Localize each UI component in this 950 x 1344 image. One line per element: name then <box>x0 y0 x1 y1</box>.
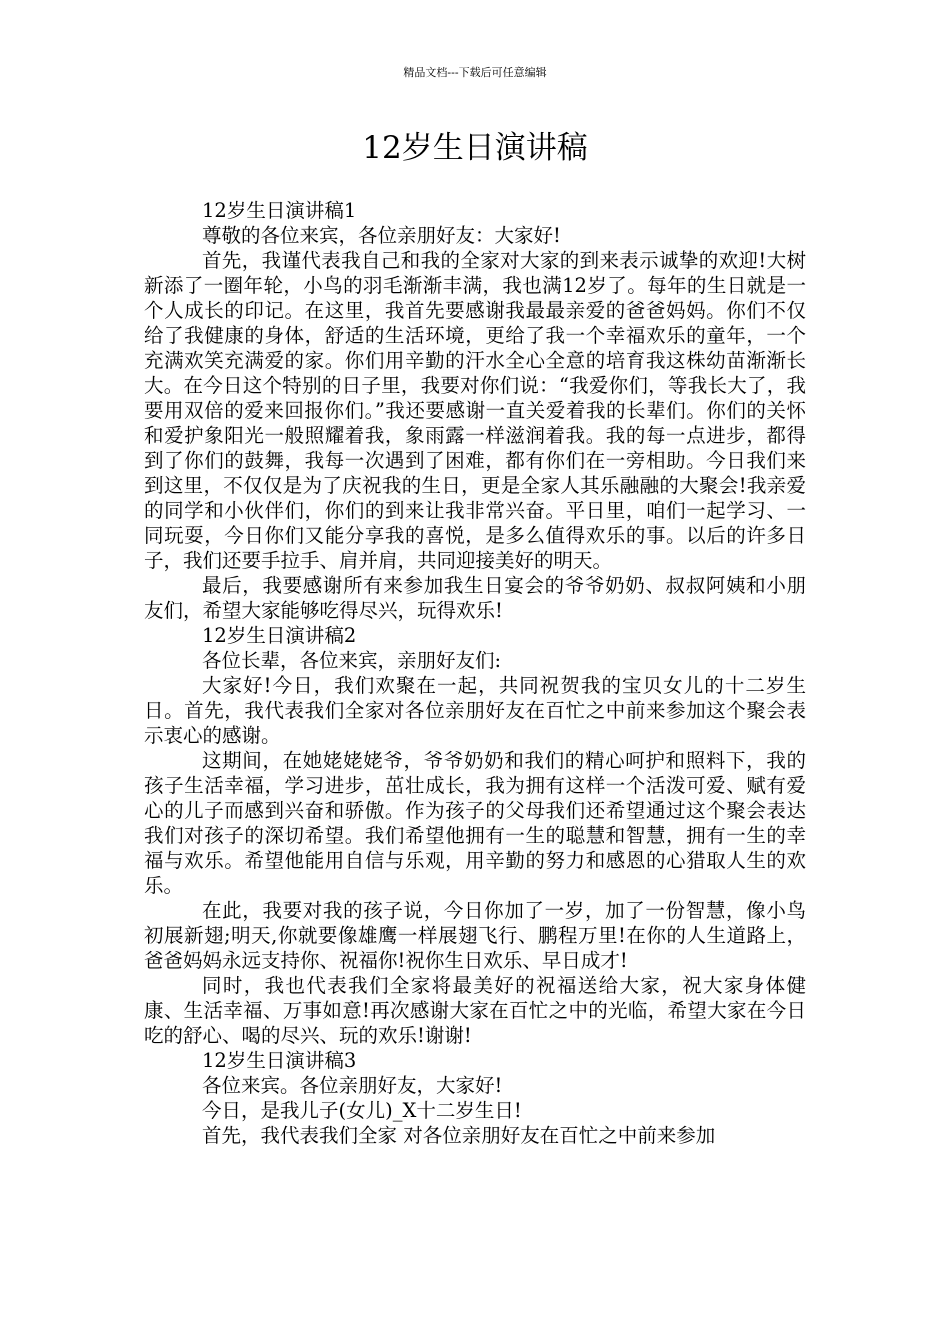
header-note: 精品文档---下载后可任意编辑 <box>403 66 547 79</box>
section-heading-2: 12岁生日演讲稿2 <box>202 624 357 647</box>
paragraph: 这期间，在她姥姥姥爷，爷爷奶奶和我们的精心呵护和照料下，我的孩子生活幸福，学习进步，茁壮成长，我为拥有这样一个活泼可爱、赋有爱心的儿子而感到兴奋和骄傲。作为孩子的父母我们还希望通过这个聚会表达我们对孩子的深切希望。我们希望他拥有一生的聪慧和智慧，拥有一生的幸福与欢乐。希望他能用自信与乐观，用辛勤的努力和感恩的心猎取人生的欢乐。 <box>144 749 806 897</box>
paragraph: 今日，是我儿子(女儿)_X十二岁生日! <box>202 1099 522 1122</box>
paragraph: 尊敬的各位来宾，各位亲朋好友：大家好! <box>202 224 561 247</box>
paragraph: 首先，我谨代表我自己和我的全家对大家的到来表示诚挚的欢迎!大树新添了一圈年轮，小鸟的羽毛渐渐丰满，我也满12岁了。每年的生日就是一个人成长的印记。在这里，我首先要感谢我最最亲爱的爸爸妈妈。你们不仅给了我健康的身体，舒适的生活环境，更给了我一个幸福欢乐的童年，一个充满欢笑充满爱的家。你们用辛勤的汗水全心全意的培育我这株幼苗渐渐长大。在今日这个特别的日子里，我要对你们说：“我爱你们，等我长大了，我要用双倍的爱来回报你们。”我还要感谢一直关爱着我的长辈们。你们的关怀和爱护象阳光一般照耀着我，象雨露一样滋润着我。我的每一点进步，都得到了你们的鼓舞，我每一次遇到了困难，都有你们在一旁相助。今日我们来到这里，不仅仅是为了庆祝我的生日，更是全家人其乐融融的大聚会!我亲爱的同学和小伙伴们，你们的到来让我非常兴奋。平日里，咱们一起学习、一同玩耍，今日你们又能分享我的喜悦，是多么值得欢乐的事。以后的许多日子，我们还要手拉手、肩并肩，共同迎接美好的明天。 <box>144 249 806 572</box>
paragraph: 各位来宾。各位亲朋好友，大家好! <box>202 1074 503 1097</box>
document-body <box>144 198 806 1148</box>
paragraph: 各位长辈，各位来宾，亲朋好友们: <box>202 649 502 672</box>
section-heading-3: 12岁生日演讲稿3 <box>202 1049 357 1072</box>
paragraph: 在此，我要对我的孩子说，今日你加了一岁，加了一份智慧，像小鸟初展新翅;明天,你就要像雄鹰一样展翅飞行、鹏程万里!在你的人生道路上，爸爸妈妈永远支持你、祝福你!祝你生日欢乐、早日成才! <box>144 899 806 972</box>
paragraph: 大家好!今日，我们欢聚在一起，共同祝贺我的宝贝女儿的十二岁生日。首先，我代表我们全家对各位亲朋好友在百忙之中前来参加这个聚会表示衷心的感谢。 <box>144 674 806 747</box>
paragraph: 最后，我要感谢所有来参加我生日宴会的爷爷奶奶、叔叔阿姨和小朋友们，希望大家能够吃得尽兴，玩得欢乐! <box>144 574 806 622</box>
document-title: 12岁生日演讲稿 <box>362 130 588 166</box>
paragraph: 同时，我也代表我们全家将最美好的祝福送给大家，祝大家身体健康、生活幸福、万事如意!再次感谢大家在百忙之中的光临，希望大家在今日吃的舒心、喝的尽兴、玩的欢乐!谢谢! <box>144 974 806 1047</box>
paragraph: 首先，我代表我们全家 对各位亲朋好友在百忙之中前来参加 <box>202 1124 716 1147</box>
section-heading-1: 12岁生日演讲稿1 <box>202 199 357 222</box>
